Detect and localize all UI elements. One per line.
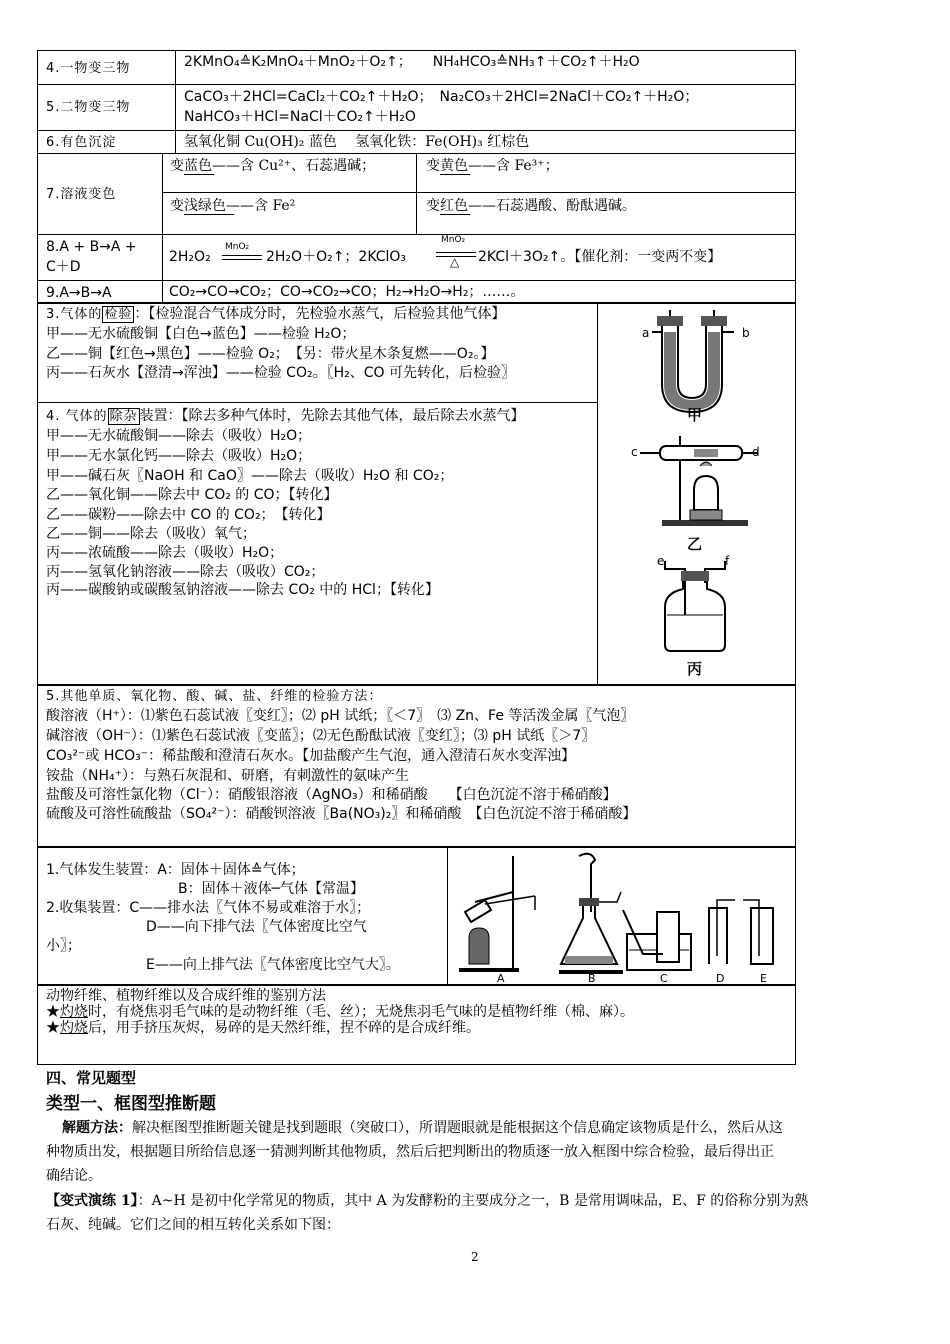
gen-line-2: B：固体＋液体─气体【常温】 <box>178 881 365 897</box>
remove-line-9: 丙——碳酸钠或碳酸氢钠溶液——除去 CO₂ 中的 HCl；【转化】 <box>46 582 439 598</box>
row4-text: 2KMnO₄≙K₂MnO₄＋MnO₂＋O₂↑； NH₄HCO₃≙NH₃↑＋CO₂↑＋H₂O <box>184 54 640 70</box>
label-bing: 丙 <box>687 660 703 678</box>
remove-line-1: 甲——无水硫酸铜——除去（吸收）H₂O； <box>46 428 312 444</box>
gen-collect-diagram <box>455 852 790 984</box>
gen-line-1: 1.气体发生装置：A：固体＋固体≙气体； <box>46 862 305 878</box>
row7-cell2: 变黄色——含 Fe³⁺； <box>426 158 559 174</box>
label-jia: 甲 <box>687 406 703 424</box>
label-d: d <box>752 445 760 459</box>
test-title: 3.气体的 检验 ：【检验混合气体成分时，先检验水蒸气，后检验其他气体】 <box>46 306 506 322</box>
other-line-6: 硫酸及可溶性硫酸盐（SO₄²⁻）：硝酸钡溶液〖Ba(NO₃)₂〗和稀硝酸 【白色沉淀不溶于稀硝酸】 <box>46 806 637 822</box>
row8-text-b: 2H₂O＋O₂↑；2KClO₃ <box>266 249 407 265</box>
subsection-heading: 类型一、框图型推断题 <box>46 1094 216 1114</box>
other-line-4: 铵盐（NH₄⁺）：与熟石灰混和、研磨，有刺激性的氨味产生 <box>46 768 410 784</box>
other-line-3: CO₃²⁻或 HCO₃⁻：稀盐酸和澄清石灰水。【加盐酸产生气泡，通入澄清石灰水变浑浊】 <box>46 748 576 764</box>
gen-line-5: 小〗； <box>46 938 81 954</box>
app-label-a: A <box>497 972 505 985</box>
row4-label: 4.一物变三物 <box>46 61 131 76</box>
page-number: 2 <box>471 1250 479 1264</box>
test-line-2: 乙——铜【红色→黑色】——检验 O₂； 【另：带火星木条复燃——O₂。】 <box>46 346 495 362</box>
app-label-b: B <box>588 972 596 985</box>
other-title: 5.其他单质、氧化物、酸、碱、盐、纤维的检验方法： <box>46 689 383 704</box>
remove-line-4: 乙——氧化铜——除去中 CO₂ 的 CO；【转化】 <box>46 487 338 503</box>
method-line-3: 确结论。 <box>46 1168 102 1184</box>
fiber-title: 动物纤维、植物纤维以及合成纤维的鉴别方法 <box>46 988 326 1004</box>
label-yi: 乙 <box>687 535 703 553</box>
row7-cell3: 变浅绿色——含 Fe² <box>170 198 296 214</box>
row8-catalyst-1: MnO₂ <box>225 242 250 252</box>
gen-line-6: E——向上排气法〖气体密度比空气大〗。 <box>146 957 400 973</box>
row8-catalyst-2: MnO₂ <box>441 235 466 245</box>
row5-label: 5.二物变三物 <box>46 100 131 115</box>
label-b: b <box>742 326 750 340</box>
row7-label: 7.溶液变色 <box>46 187 117 202</box>
row8-h2o2: 2H₂O₂ <box>169 249 211 265</box>
remove-line-3: 甲——碱石灰〖NaOH 和 CaO〗——除去（吸收）H₂O 和 CO₂； <box>46 468 454 484</box>
app-label-e: E <box>760 972 767 985</box>
row8-equals-1 <box>222 255 262 260</box>
fiber-line-1: ★灼烧时，有烧焦羽毛气味的是动物纤维（毛、丝）；无烧焦羽毛气味的是植物纤维（棉、麻）。 <box>46 1004 634 1020</box>
wash-bottle-diagram <box>655 555 735 655</box>
label-e: e <box>657 554 665 568</box>
row9-label: 9.A→B→A <box>46 285 112 301</box>
label-c: c <box>631 445 638 459</box>
remove-title: 4. 气体的 除杂 装置：【除去多种气体时，先除去其他气体，最后除去水蒸气】 <box>46 408 525 424</box>
row6-text: 氢氧化铜 Cu(OH)₂ 蓝色 氢氧化铁：Fe(OH)₃ 红棕色 <box>184 134 530 150</box>
other-line-1: 酸溶液（H⁺）：⑴紫色石蕊试液〖变红〗；⑵ pH 试纸；〖＜7〗 ⑶ Zn、Fe 等活泼金属〖气泡〗 <box>46 708 635 724</box>
row8-heat: △ <box>450 255 460 269</box>
row7-cell4: 变红色——石蕊遇酸、酚酞遇碱。 <box>426 198 636 214</box>
exercise-line-1: 【变式演练 1】：A~H 是初中化学常见的物质，其中 A 为发酵粉的主要成分之一，B 是常用调味品，E、F 的俗称分别为熟 <box>46 1193 809 1209</box>
remove-line-6: 乙——铜——除去（吸收）氧气； <box>46 526 256 542</box>
row6-label: 6.有色沉淀 <box>46 135 117 150</box>
fiber-line-2: ★灼烧后，用手挤压灰烬，易碎的是天然纤维，捏不碎的是合成纤维。 <box>46 1020 480 1036</box>
row8-label-1: 8.A + B→A + <box>46 239 137 255</box>
test-line-3: 丙——石灰水【澄清→浑浊】——检验 CO₂。〖H₂、CO 可先转化，后检验〗 <box>46 365 515 381</box>
gen-line-4: D——向下排气法〖气体密度比空气 <box>146 919 367 935</box>
label-f: f <box>725 554 730 568</box>
method-line-1: 解题方法：解决框图型推断题关键是找到题眼（突破口），所谓题眼就是能根据这个信息确定该物质是什么，然后从这 <box>62 1120 783 1136</box>
row8-label-2: C＋D <box>46 259 81 275</box>
test-line-1: 甲——无水硫酸铜【白色→蓝色】——检验 H₂O； <box>46 326 356 342</box>
section-heading: 四、常见题型 <box>46 1069 137 1087</box>
other-line-2: 碱溶液（OH⁻）：⑴紫色石蕊试液〖变蓝〗；⑵无色酚酞试液〖变红〗；⑶ pH 试纸〖＞7〗 <box>46 728 596 744</box>
row5-line2: NaHCO₃＋HCl=NaCl＋CO₂↑＋H₂O <box>184 109 416 125</box>
row7-cell1: 变蓝色——含 Cu²⁺、石蕊遇碱； <box>170 158 376 174</box>
gen-line-3: 2.收集装置：C——排水法〖气体不易或难溶于水〗； <box>46 900 371 916</box>
remove-line-7: 丙——浓硫酸——除去（吸收）H₂O； <box>46 545 284 561</box>
other-line-5: 盐酸及可溶性氯化物（Cl⁻）：硝酸银溶液（AgNO₃）和稀硝酸 【白色沉淀不溶于稀硝酸】 <box>46 787 617 803</box>
app-label-d: D <box>716 972 725 985</box>
remove-line-8: 丙——氢氧化钠溶液——除去（吸收）CO₂； <box>46 564 325 580</box>
remove-line-5: 乙——碳粉——除去中 CO 的 CO₂； 【转化】 <box>46 507 331 523</box>
row8-text-c: 2KCl＋3O₂↑。【催化剂：一变两不变】 <box>478 249 722 265</box>
row9-text: CO₂→CO→CO₂；CO→CO₂→CO；H₂→H₂O→H₂；……。 <box>169 284 525 300</box>
exercise-line-2: 石灰、纯碱。它们之间的相互转化关系如下图： <box>46 1217 340 1233</box>
row5-line1: CaCO₃＋2HCl=CaCl₂＋CO₂↑＋H₂O； Na₂CO₃＋2HCl=2NaCl＋CO₂↑＋H₂O； <box>184 89 699 105</box>
method-line-2: 种物质出发，根据题目所给信息逐一猜测判断其他物质，然后后把判断出的物质逐一放入框图中综合检验，最后得出正 <box>46 1144 774 1160</box>
remove-line-2: 甲——无水氯化钙——除去（吸收）H₂O； <box>46 448 312 464</box>
combustion-tube-diagram <box>640 430 760 530</box>
app-label-c: C <box>660 972 668 985</box>
label-a: a <box>642 326 650 340</box>
